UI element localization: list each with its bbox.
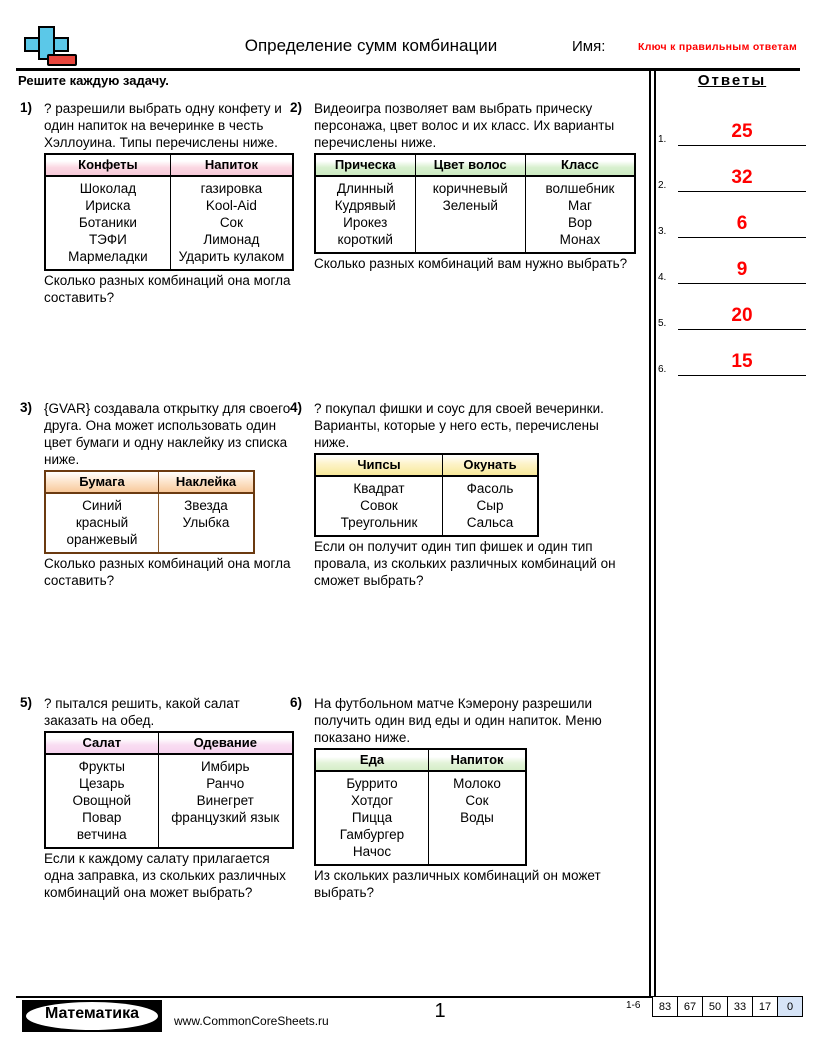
answer-value: 15: [731, 351, 753, 372]
answers-heading: Ответы: [697, 72, 767, 89]
option-item: Улыбка: [182, 515, 230, 530]
answer-row: [658, 100, 808, 146]
answer-row: [658, 146, 808, 192]
option-item: Ударить кулаком: [178, 249, 285, 264]
options-table: [44, 731, 294, 849]
table-header-cell: Класс: [525, 154, 635, 176]
table-header-row: [315, 454, 538, 476]
option-item: красный: [75, 515, 129, 530]
option-item: Длинный: [336, 181, 394, 196]
option-item: Вор: [567, 215, 592, 230]
option-item: Воды: [460, 810, 494, 825]
problem-question: Из скольких различных комбинаций он может выбрать?: [314, 868, 601, 900]
answer-value: 20: [731, 305, 753, 326]
table-header-cell: Одевание: [158, 732, 293, 754]
minus-bar: [47, 54, 77, 66]
option-item: Цезарь: [79, 776, 125, 791]
problem-number: 1): [20, 100, 33, 115]
problem-prompt: Видеоигра позволяет вам выбрать прическу персонажа, цвет волос и их класс. Их варианты перечислены ниже.: [314, 101, 615, 150]
plus-minus-logo-icon: [16, 26, 78, 70]
table-header-cell: Бумага: [45, 471, 159, 493]
option-item: Лимонад: [203, 232, 260, 247]
option-item: Овощной: [72, 793, 132, 808]
score-cell-highlighted: 0: [778, 997, 803, 1017]
table-row: [315, 771, 526, 865]
options-table: [44, 470, 255, 554]
table-cell-column-1: [45, 176, 170, 270]
table-cell-column-2: [429, 771, 527, 865]
option-item: Сыр: [476, 498, 504, 513]
option-item: Хотдог: [350, 793, 394, 808]
table-row: [315, 176, 635, 253]
answer-number: 1.: [658, 134, 667, 145]
page-number: 1: [434, 1000, 446, 1022]
option-item: Kool-Aid: [205, 198, 257, 213]
option-item: Повар: [82, 810, 122, 825]
table-header-cell: Салат: [45, 732, 158, 754]
table-cell-column-3: [525, 176, 635, 253]
option-item: Начос: [352, 844, 392, 859]
problem-prompt: ? пытался решить, какой салат заказать на обед.: [44, 696, 240, 728]
table-cell-column-2: [159, 493, 255, 553]
instructions-text: Решите каждую задачу.: [18, 73, 169, 88]
options-table: [314, 153, 636, 254]
score-row: [653, 997, 803, 1017]
answer-number: 2.: [658, 180, 667, 191]
problem-number: 5): [20, 695, 33, 710]
answer-row: [658, 238, 808, 284]
answer-number: 4.: [658, 272, 667, 283]
problem-question: Сколько разных комбинаций вам нужно выбрать?: [314, 256, 628, 271]
table-header-cell: Цвет волос: [415, 154, 525, 176]
table-header-cell: Еда: [315, 749, 429, 771]
option-item: Сок: [465, 793, 489, 808]
problem-prompt: На футбольном матче Кэмерону разрешили получить один вид еды и один напиток. Меню показано ниже.: [314, 696, 602, 745]
score-cell: 17: [753, 997, 778, 1017]
option-item: Имбирь: [200, 759, 250, 774]
option-item: оранжевый: [66, 532, 138, 547]
table-row: [45, 176, 293, 270]
problem-question: Если он получит один тип фишек и один тип провала, из скольких различных комбинаций он сможет выбрать?: [314, 539, 616, 588]
score-cell: 67: [678, 997, 703, 1017]
option-item: Гамбургер: [339, 827, 405, 842]
option-item: короткий: [337, 232, 393, 247]
answer-value: 6: [736, 213, 748, 234]
option-item: коричневый: [432, 181, 508, 196]
table-header-cell: Напиток: [429, 749, 527, 771]
option-item: ветчина: [76, 827, 127, 842]
problem-prompt: ? разрешили выбрать одну конфету и один напиток на вечеринке в честь Хэллоуина. Типы перечислены ниже.: [44, 101, 282, 150]
option-item: Монах: [559, 232, 601, 247]
option-item: Фрукты: [78, 759, 125, 774]
option-item: Шоколад: [79, 181, 137, 196]
table-row: [315, 476, 538, 536]
problem-number: 3): [20, 400, 33, 415]
answer-row: [658, 192, 808, 238]
problem-number: 6): [290, 695, 303, 710]
score-range-label: 1-6: [626, 1000, 641, 1011]
answer-key-badge: Ключ к правильным ответам: [638, 41, 798, 53]
options-table: [314, 748, 527, 866]
options-table: [314, 453, 539, 537]
score-scale-table: [652, 996, 803, 1017]
answer-number: 5.: [658, 318, 667, 329]
answer-value: 9: [736, 259, 748, 280]
option-item: Молоко: [453, 776, 501, 791]
table-cell-column-2: [443, 476, 539, 536]
option-item: Ирокез: [343, 215, 388, 230]
option-item: Сальса: [466, 515, 514, 530]
problem-prompt: {GVAR} создавала открытку для своего друга. Она может использовать один цвет бумаги и одну наклейку из списка ниже.: [44, 401, 291, 467]
score-cell: 33: [728, 997, 753, 1017]
option-item: Мармеладки: [68, 249, 148, 264]
table-row: [45, 493, 254, 553]
options-table: [44, 153, 294, 271]
table-cell-column-1: [315, 476, 443, 536]
table-header-cell: Чипсы: [315, 454, 443, 476]
option-item: Фасоль: [466, 481, 514, 496]
option-item: Ботаники: [78, 215, 137, 230]
answer-row: [658, 284, 808, 330]
header-divider: [16, 68, 800, 71]
table-cell-column-1: [315, 176, 415, 253]
option-item: газировка: [200, 181, 263, 196]
answer-row: [658, 330, 808, 376]
brand-logo-label: Математика: [44, 1005, 140, 1022]
table-header-cell: Прическа: [315, 154, 415, 176]
answer-value: 32: [731, 167, 753, 188]
table-cell-column-1: [315, 771, 429, 865]
page-title: Определение сумм комбинации: [244, 36, 498, 55]
table-header-row: [315, 154, 635, 176]
table-header-cell: Напиток: [170, 154, 293, 176]
table-header-row: [45, 154, 293, 176]
problem-question: Если к каждому салату прилагается одна заправка, из скольких различных комбинаций она может выбрать?: [44, 851, 286, 900]
score-cell: 83: [653, 997, 678, 1017]
answer-value: 25: [731, 121, 753, 142]
table-cell-column-2: [415, 176, 525, 253]
table-cell-column-2: [158, 754, 293, 848]
problem-question: Сколько разных комбинаций она могла составить?: [44, 556, 291, 588]
option-item: французкий язык: [171, 810, 280, 825]
table-header-cell: Конфеты: [45, 154, 170, 176]
option-item: Маг: [568, 198, 592, 213]
problem-question: Сколько разных комбинаций она могла составить?: [44, 273, 291, 305]
page-header: [16, 26, 800, 70]
option-item: Совок: [360, 498, 398, 513]
site-url: www.CommonCoreSheets.ru: [174, 1014, 329, 1028]
option-item: Зеленый: [442, 198, 498, 213]
option-item: Винегрет: [196, 793, 254, 808]
option-item: Кудрявый: [334, 198, 396, 213]
brand-logo: [22, 1000, 162, 1032]
problem-number: 2): [290, 100, 303, 115]
answer-number: 6.: [658, 364, 667, 375]
option-item: Синий: [82, 498, 122, 513]
table-header-row: [45, 471, 254, 493]
name-label: Имя:: [572, 38, 606, 55]
option-item: Сок: [219, 215, 243, 230]
option-item: Ранчо: [206, 776, 245, 791]
answer-number: 3.: [658, 226, 667, 237]
table-header-cell: Наклейка: [159, 471, 255, 493]
table-header-row: [315, 749, 526, 771]
plus-center-fill: [40, 39, 53, 50]
table-header-cell: Окунать: [443, 454, 539, 476]
answer-column-divider: [649, 71, 656, 996]
option-item: Ириска: [85, 198, 131, 213]
score-cell: 50: [703, 997, 728, 1017]
answer-blank-line[interactable]: [678, 375, 806, 376]
table-cell-column-1: [45, 754, 158, 848]
table-cell-column-2: [170, 176, 293, 270]
table-header-row: [45, 732, 293, 754]
table-cell-column-1: [45, 493, 159, 553]
option-item: волшебник: [545, 181, 615, 196]
option-item: Треугольник: [340, 515, 418, 530]
problem-prompt: ? покупал фишки и соус для своей вечеринки. Варианты, которые у него есть, перечислены ниже.: [314, 401, 604, 450]
option-item: Буррито: [346, 776, 398, 791]
table-row: [45, 754, 293, 848]
problem-number: 4): [290, 400, 303, 415]
option-item: Пицца: [351, 810, 393, 825]
option-item: Звезда: [184, 498, 228, 513]
option-item: Квадрат: [353, 481, 405, 496]
option-item: ТЭФИ: [88, 232, 127, 247]
